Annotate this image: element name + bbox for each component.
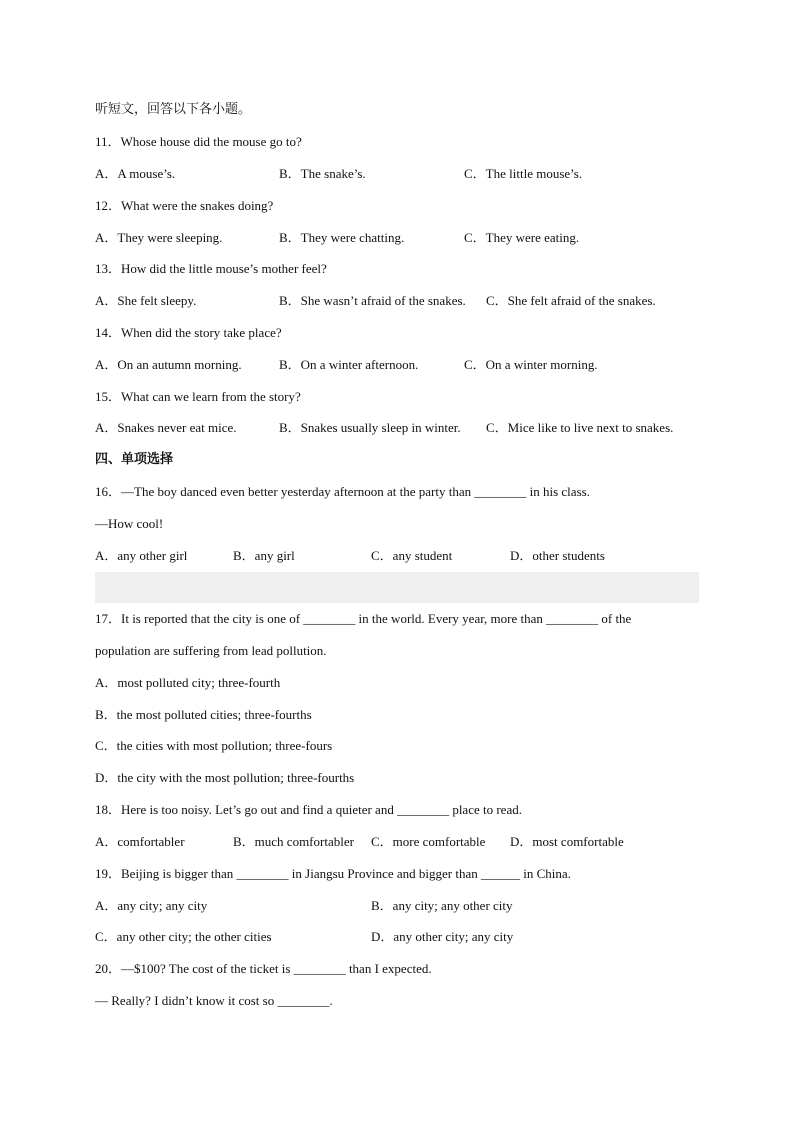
- question-17-option-d[interactable]: D．the city with the most pollution; three-fourths: [95, 770, 355, 785]
- question-14-stem: 14．When did the story take place?: [95, 325, 282, 340]
- question-16-option-c[interactable]: C．any student: [371, 548, 453, 563]
- question-18-option-c[interactable]: C．more comfortable: [371, 834, 486, 849]
- question-12-option-a[interactable]: A．They were sleeping.: [95, 230, 223, 245]
- question-11-option-b[interactable]: B．The snake’s.: [279, 166, 366, 181]
- question-11-option-a[interactable]: A．A mouse’s.: [95, 166, 176, 181]
- question-17-stem-line1: 17．It is reported that the city is one of ________ in the world. Every year, more than ________ of the: [95, 611, 632, 626]
- question-17-option-a[interactable]: A．most polluted city; three-fourth: [95, 675, 281, 690]
- question-13-stem: 13．How did the little mouse’s mother feel?: [95, 261, 327, 276]
- question-16-option-b[interactable]: B．any girl: [233, 548, 295, 563]
- question-15-option-a[interactable]: A．Snakes never eat mice.: [95, 420, 237, 435]
- question-19-stem: 19．Beijing is bigger than ________ in Jiangsu Province and bigger than ______ in China.: [95, 866, 571, 881]
- question-20-stem: 20．—$100? The cost of the ticket is ________ than I expected.: [95, 961, 432, 976]
- listening-instruction: 听短文，回答以下各小题。: [95, 102, 252, 117]
- question-14-option-b[interactable]: B．On a winter afternoon.: [279, 357, 419, 372]
- question-12-option-c[interactable]: C．They were eating.: [464, 230, 580, 245]
- question-15-option-b[interactable]: B．Snakes usually sleep in winter.: [279, 420, 461, 435]
- question-16-option-a[interactable]: A．any other girl: [95, 548, 188, 563]
- question-16-stem: 16．—The boy danced even better yesterday afternoon at the party than ________ in his class.: [95, 484, 590, 499]
- question-18-option-a[interactable]: A．comfortabler: [95, 834, 185, 849]
- question-18-option-d[interactable]: D．most comfortable: [510, 834, 624, 849]
- question-14-option-a[interactable]: A．On an autumn morning.: [95, 357, 242, 372]
- question-12-stem: 12．What were the snakes doing?: [95, 198, 274, 213]
- question-19-option-c[interactable]: C．any other city; the other cities: [95, 929, 272, 944]
- question-20-reply: — Really? I didn’t know it cost so ________.: [95, 993, 333, 1008]
- question-15-stem: 15．What can we learn from the story?: [95, 389, 301, 404]
- question-11-option-c[interactable]: C．The little mouse’s.: [464, 166, 583, 181]
- question-13-option-b[interactable]: B．She wasn’t afraid of the snakes.: [279, 293, 466, 308]
- section-heading-multiple-choice: 四、单项选择: [95, 452, 174, 467]
- question-18-option-b[interactable]: B．much comfortabler: [233, 834, 354, 849]
- question-14-option-c[interactable]: C．On a winter morning.: [464, 357, 598, 372]
- question-18-stem: 18．Here is too noisy. Let’s go out and find a quieter and ________ place to read.: [95, 802, 522, 817]
- question-19-option-a[interactable]: A．any city; any city: [95, 898, 208, 913]
- question-11-stem: 11．Whose house did the mouse go to?: [95, 134, 302, 149]
- question-16-option-d[interactable]: D．other students: [510, 548, 605, 563]
- question-17-option-c[interactable]: C．the cities with most pollution; three-fours: [95, 738, 333, 753]
- question-17-option-b[interactable]: B．the most polluted cities; three-fourths: [95, 707, 312, 722]
- question-12-option-b[interactable]: B．They were chatting.: [279, 230, 405, 245]
- question-13-option-c[interactable]: C．She felt afraid of the snakes.: [486, 293, 656, 308]
- question-16-reply: —How cool!: [95, 516, 164, 531]
- question-15-option-c[interactable]: C．Mice like to live next to snakes.: [486, 420, 674, 435]
- question-13-option-a[interactable]: A．She felt sleepy.: [95, 293, 197, 308]
- question-19-option-d[interactable]: D．any other city; any city: [371, 929, 514, 944]
- divider-band: [95, 572, 699, 603]
- question-19-option-b[interactable]: B．any city; any other city: [371, 898, 513, 913]
- question-17-stem-line2: population are suffering from lead pollution.: [95, 643, 327, 658]
